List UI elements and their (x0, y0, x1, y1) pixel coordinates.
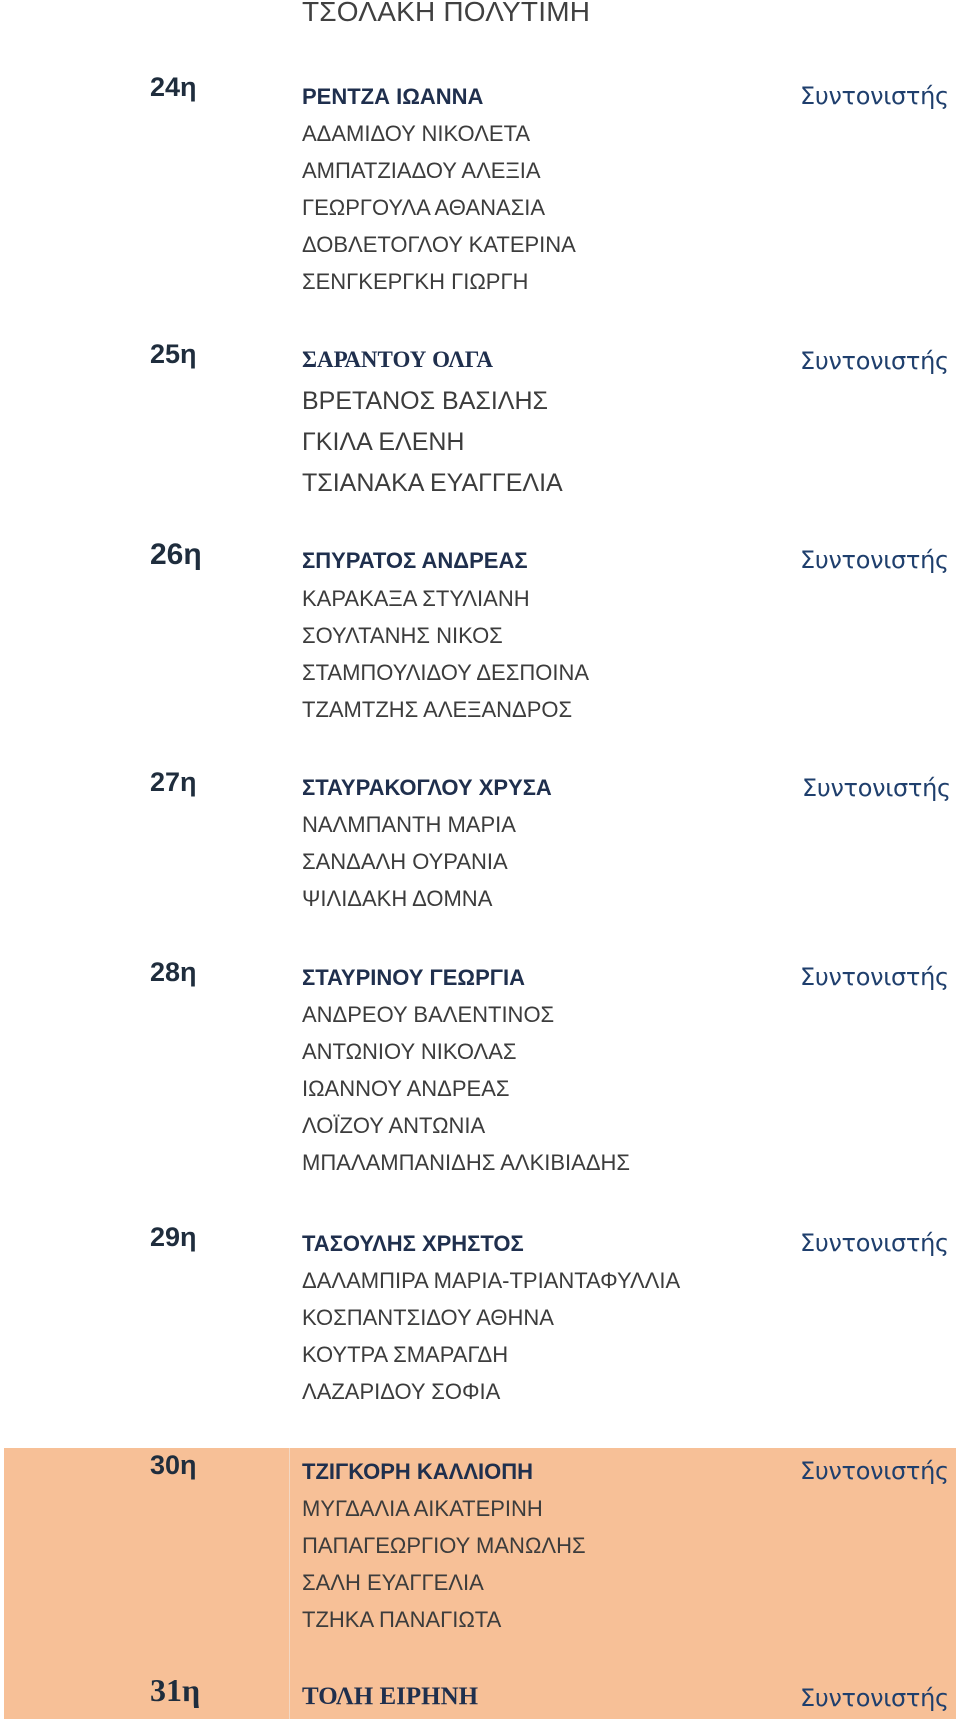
group-29-leader: ΤΑΣΟΥΛΗΣ ΧΡΗΣΤΟΣ (302, 1231, 524, 1256)
group-31-number: 31η (150, 1672, 201, 1708)
group-25-role: Συντονιστής (800, 347, 949, 375)
group-25-member: ΓΚΙΛΑ ΕΛΕΝΗ (302, 428, 465, 456)
group-29-member: ΚΟΣΠΑΝΤΣΙΔΟΥ ΑΘΗΝΑ (302, 1305, 554, 1330)
group-27-role: Συντονιστής (802, 774, 951, 802)
group-27-number: 27η (150, 767, 197, 797)
group-25-leader: ΣΑΡΑΝΤΟΥ ΟΛΓΑ (302, 347, 494, 372)
group-28-member: ΜΠΑΛΑΜΠΑΝΙΔΗΣ ΑΛΚΙΒΙΑΔΗΣ (302, 1150, 631, 1175)
group-28-member: ΙΩΑΝΝΟΥ ΑΝΔΡΕΑΣ (302, 1076, 510, 1101)
group-25-member: ΤΣΙΑΝΑΚΑ ΕΥΑΓΓΕΛΙΑ (302, 469, 563, 497)
group-29-number: 29η (150, 1222, 197, 1252)
group-24-role: Συντονιστής (800, 82, 949, 110)
group-30-member: ΜΥΓΔΑΛΙΑ ΑΙΚΑΤΕΡΙΝΗ (302, 1496, 543, 1521)
group-26-member: ΣΤΑΜΠΟΥΛΙΔΟΥ ΔΕΣΠΟΙΝΑ (302, 660, 589, 685)
group-26-number: 26η (150, 538, 202, 571)
group-30-leader: ΤΖΙΓΚΟΡΗ ΚΑΛΛΙΟΠΗ (302, 1459, 533, 1484)
group-24-member: ΑΜΠΑΤΖΙΑΔΟΥ ΑΛΕΞΙΑ (302, 158, 541, 183)
group-26-leader: ΣΠΥΡΑΤΟΣ ΑΝΔΡΕΑΣ (302, 548, 528, 573)
group-28-leader: ΣΤΑΥΡΙΝΟΥ ΓΕΩΡΓΙΑ (302, 965, 525, 990)
group-29-role: Συντονιστής (800, 1229, 949, 1257)
group-27-member: ΣΑΝΔΑΛΗ ΟΥΡΑΝΙΑ (302, 849, 508, 874)
group-24-member: ΣΕΝΓΚΕΡΓΚΗ ΓΙΩΡΓΗ (302, 269, 529, 294)
group-24-member: ΑΔΑΜΙΔΟΥ ΝΙΚΟΛΕΤΑ (302, 121, 531, 146)
group-28-member: ΑΝΔΡΕΟΥ ΒΑΛΕΝΤΙΝΟΣ (302, 1002, 555, 1027)
highlight-divider (289, 1448, 290, 1719)
group-29-member: ΚΟΥΤΡΑ ΣΜΑΡΑΓΔΗ (302, 1342, 509, 1367)
group-30-number: 30η (150, 1450, 197, 1480)
group-28-member: ΑΝΤΩΝΙΟΥ ΝΙΚΟΛΑΣ (302, 1039, 517, 1064)
group-26-member: ΤΖΑΜΤΖΗΣ ΑΛΕΞΑΝΔΡΟΣ (302, 697, 573, 722)
group-30-member: ΠΑΠΑΓΕΩΡΓΙΟΥ ΜΑΝΩΛΗΣ (302, 1533, 586, 1558)
group-27-leader: ΣΤΑΥΡΑΚΟΓΛΟΥ ΧΡΥΣΑ (302, 775, 552, 800)
group-31-leader: ΤΟΛΗ ΕΙΡΗΝΗ (302, 1683, 479, 1710)
group-25-member: ΒΡΕΤΑΝΟΣ ΒΑΣΙΛΗΣ (302, 387, 548, 415)
group-30-member: ΤΖΗΚΑ ΠΑΝΑΓΙΩΤΑ (302, 1607, 502, 1632)
group-27-member: ΨΙΛΙΔΑΚΗ ΔΟΜΝΑ (302, 886, 493, 911)
group-28-role: Συντονιστής (800, 963, 949, 991)
group-24-leader: ΡΕΝΤΖΑ ΙΩΑΝΝΑ (302, 84, 484, 109)
group-26-member: ΣΟΥΛΤΑΝΗΣ ΝΙΚΟΣ (302, 623, 503, 648)
group-28-number: 28η (150, 957, 197, 987)
group-27-member: ΝΑΛΜΠΑΝΤΗ ΜΑΡΙΑ (302, 812, 516, 837)
group-25-number: 25η (150, 339, 197, 369)
group-26-member: ΚΑΡΑΚΑΞΑ ΣΤΥΛΙΑΝΗ (302, 586, 530, 611)
group-30-role: Συντονιστής (800, 1457, 949, 1485)
group-24-number: 24η (150, 72, 197, 102)
group-30-member: ΣΑΛΗ ΕΥΑΓΓΕΛΙΑ (302, 1570, 484, 1595)
group-29-member: ΔΑΛΑΜΠΙΡΑ ΜΑΡΙΑ-ΤΡΙΑΝΤΑΦΥΛΛΙΑ (302, 1268, 681, 1293)
group-24-member: ΓΕΩΡΓΟΥΛΑ ΑΘΑΝΑΣΙΑ (302, 195, 546, 220)
group-31-role: Συντονιστής (800, 1684, 949, 1712)
top-name: ΤΣΟΛΑΚΗ ΠΟΛΥΤΙΜΗ (302, 0, 591, 27)
group-26-role: Συντονιστής (800, 546, 949, 574)
group-24-member: ΔΟΒΛΕΤΟΓΛΟΥ ΚΑΤΕΡΙΝΑ (302, 232, 576, 257)
group-28-member: ΛΟΪΖΟΥ ΑΝΤΩΝΙΑ (302, 1113, 486, 1138)
group-29-member: ΛΑΖΑΡΙΔΟΥ ΣΟΦΙΑ (302, 1379, 501, 1404)
